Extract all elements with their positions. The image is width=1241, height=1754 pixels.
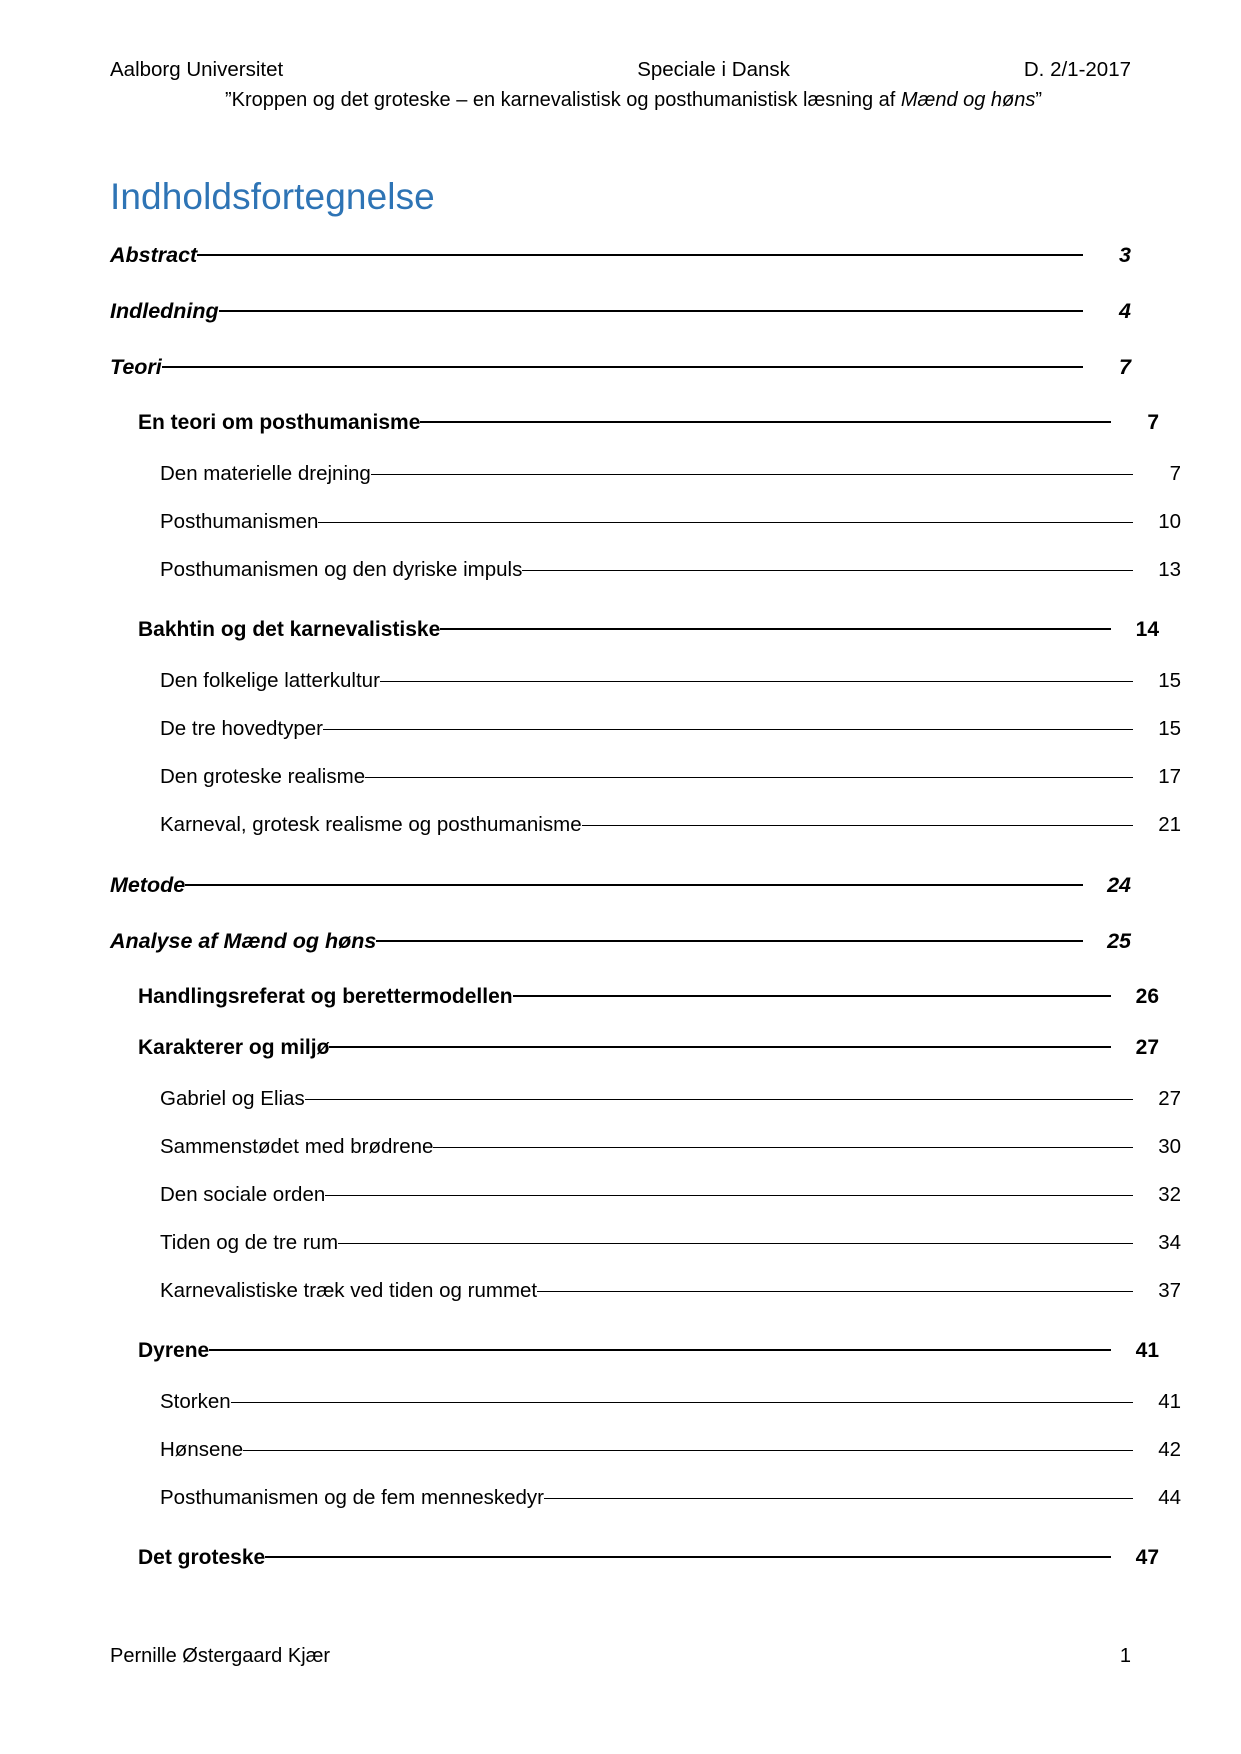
toc-entry-label: En teori om posthumanisme <box>138 411 421 434</box>
toc-leader-line <box>265 1556 1111 1558</box>
toc-entry-page-number: 24 <box>1107 873 1131 897</box>
toc-entry-page-number: 10 <box>1158 510 1181 533</box>
toc-leader-line <box>376 940 1083 942</box>
toc-entry-label: Posthumanismen <box>160 510 319 533</box>
toc-entry-level-3[interactable] <box>110 1438 1181 1462</box>
toc-leader-line <box>380 681 1133 682</box>
page-header <box>110 56 1131 114</box>
toc-leader-line <box>338 1243 1133 1244</box>
toc-entry-label: Hønsene <box>160 1438 244 1461</box>
toc-leader-line <box>325 1195 1133 1196</box>
footer-author: Pernille Østergaard Kjær <box>110 1645 331 1667</box>
toc-entry-label: Det groteske <box>138 1546 266 1569</box>
toc-leader-line <box>513 995 1111 997</box>
toc-entry-label: Metode <box>110 873 186 897</box>
toc-entry-page-number: 37 <box>1158 1279 1181 1302</box>
toc-entry-label: Storken <box>160 1390 231 1413</box>
toc-entry-page-number: 32 <box>1158 1183 1181 1206</box>
toc-entry-page-number: 27 <box>1158 1087 1181 1110</box>
toc-entry-level-3[interactable] <box>110 1087 1181 1111</box>
toc-entry-level-1[interactable] <box>110 929 1131 954</box>
toc-leader-line <box>162 366 1083 368</box>
toc-entry-level-3[interactable] <box>110 765 1181 789</box>
toc-entry-page-number: 7 <box>1169 462 1181 485</box>
toc-leader-line <box>231 1402 1133 1403</box>
toc-entry-label: Indledning <box>110 299 219 323</box>
toc-leader-line <box>185 884 1083 886</box>
toc-entry-page-number: 42 <box>1158 1438 1181 1461</box>
toc-entry-page-number: 4 <box>1119 299 1131 323</box>
toc-entry-level-3[interactable] <box>110 558 1181 582</box>
toc-entry-label: Karakterer og miljø <box>138 1036 330 1059</box>
page-footer <box>110 1645 1131 1668</box>
toc-leader-line <box>522 570 1133 571</box>
toc-entry-label: Den groteske realisme <box>160 765 366 788</box>
toc-entry-label: Karnevalistiske træk ved tiden og rummet <box>160 1279 538 1302</box>
toc-leader-line <box>365 777 1133 778</box>
toc-leader-line <box>219 310 1083 312</box>
toc-entry-level-2[interactable] <box>110 1546 1159 1570</box>
toc-leader-line <box>440 628 1111 630</box>
header-thesis-title <box>110 86 1131 114</box>
toc-leader-line <box>305 1099 1133 1100</box>
toc-entry-page-number: 41 <box>1135 1339 1159 1362</box>
toc-entry-label: Analyse af Mænd og høns <box>110 929 377 953</box>
toc-entry-level-3[interactable] <box>110 1486 1181 1510</box>
header-thesis-title-post: ” <box>1035 88 1043 111</box>
toc-entry-page-number: 27 <box>1135 1036 1159 1059</box>
toc-leader-line <box>433 1147 1133 1148</box>
toc-entry-label: Gabriel og Elias <box>160 1087 305 1110</box>
header-thesis-title-pre: ”Kroppen og det groteske – en karnevalistisk og posthumanistisk læsning af <box>224 88 901 111</box>
toc-entry-level-3[interactable] <box>110 462 1181 486</box>
toc-entry-page-number: 34 <box>1158 1231 1181 1254</box>
toc-leader-line <box>323 729 1133 730</box>
toc-entry-page-number: 17 <box>1158 765 1181 788</box>
toc-entry-label: Dyrene <box>138 1339 210 1362</box>
toc-leader-line <box>544 1498 1133 1499</box>
toc-leader-line <box>582 825 1133 826</box>
toc-entry-page-number: 15 <box>1158 717 1181 740</box>
toc-entry-label: Den sociale orden <box>160 1183 326 1206</box>
toc-entry-page-number: 30 <box>1158 1135 1181 1158</box>
toc-entry-label: Posthumanismen og den dyriske impuls <box>160 558 523 581</box>
toc-entry-page-number: 7 <box>1147 411 1159 434</box>
toc-entry-page-number: 14 <box>1135 618 1159 641</box>
toc-entry-label: De tre hovedtyper <box>160 717 323 740</box>
header-date: D. 2/1-2017 <box>1023 58 1131 81</box>
toc-entry-label: Handlingsreferat og berettermodellen <box>138 985 513 1008</box>
table-of-contents <box>110 243 1181 1597</box>
toc-entry-page-number: 3 <box>1119 243 1131 267</box>
toc-leader-line <box>197 254 1083 256</box>
toc-entry-label: Den materielle drejning <box>160 462 371 485</box>
toc-leader-line <box>420 421 1111 423</box>
toc-entry-level-3[interactable] <box>110 1390 1181 1414</box>
toc-entry-page-number: 15 <box>1158 669 1181 692</box>
header-thesis-title-work: Mænd og høns <box>900 88 1036 111</box>
toc-entry-level-1[interactable] <box>110 243 1131 268</box>
toc-leader-line <box>318 522 1133 523</box>
toc-entry-label: Teori <box>110 355 162 379</box>
toc-leader-line <box>329 1046 1111 1048</box>
page-title: Indholdsfortegnelse <box>110 176 435 217</box>
toc-leader-line <box>371 474 1133 475</box>
toc-leader-line <box>243 1450 1133 1451</box>
toc-entry-level-1[interactable] <box>110 873 1131 898</box>
toc-entry-level-3[interactable] <box>110 1135 1181 1159</box>
toc-entry-level-2[interactable] <box>110 618 1159 642</box>
footer-page-number: 1 <box>1119 1645 1131 1667</box>
toc-entry-level-2[interactable] <box>110 985 1159 1009</box>
toc-entry-label: Tiden og de tre rum <box>160 1231 339 1254</box>
toc-entry-page-number: 13 <box>1158 558 1181 581</box>
toc-entry-level-3[interactable] <box>110 669 1181 693</box>
toc-entry-level-2[interactable] <box>110 1036 1159 1060</box>
toc-entry-label: Den folkelige latterkultur <box>160 669 380 692</box>
toc-entry-level-3[interactable] <box>110 510 1181 534</box>
toc-entry-label: Karneval, grotesk realisme og posthumanisme <box>160 813 582 836</box>
toc-leader-line <box>537 1291 1133 1292</box>
toc-entry-level-3[interactable] <box>110 813 1181 837</box>
toc-entry-level-3[interactable] <box>110 1183 1181 1207</box>
toc-entry-level-2[interactable] <box>110 1339 1159 1363</box>
toc-entry-level-2[interactable] <box>110 411 1159 435</box>
header-top-row <box>110 56 1131 84</box>
toc-entry-label: Abstract <box>110 243 198 267</box>
header-institution: Aalborg Universitet <box>110 58 284 81</box>
toc-entry-label: Sammenstødet med brødrene <box>160 1135 434 1158</box>
toc-entry-page-number: 41 <box>1158 1390 1181 1413</box>
toc-entry-page-number: 26 <box>1135 985 1159 1008</box>
toc-entry-level-3[interactable] <box>110 717 1181 741</box>
header-document-type: Speciale i Dansk <box>637 58 790 81</box>
toc-entry-level-3[interactable] <box>110 1279 1181 1303</box>
toc-entry-page-number: 47 <box>1135 1546 1159 1569</box>
toc-entry-level-3[interactable] <box>110 1231 1181 1255</box>
toc-entry-page-number: 44 <box>1158 1486 1181 1509</box>
toc-leader-line <box>209 1349 1111 1351</box>
toc-entry-level-1[interactable] <box>110 355 1131 380</box>
toc-entry-page-number: 25 <box>1107 929 1131 953</box>
toc-entry-label: Bakhtin og det karnevalistiske <box>138 618 441 641</box>
toc-entry-page-number: 21 <box>1158 813 1181 836</box>
toc-entry-level-1[interactable] <box>110 299 1131 324</box>
toc-entry-page-number: 7 <box>1119 355 1131 379</box>
toc-entry-label: Posthumanismen og de fem menneskedyr <box>160 1486 545 1509</box>
